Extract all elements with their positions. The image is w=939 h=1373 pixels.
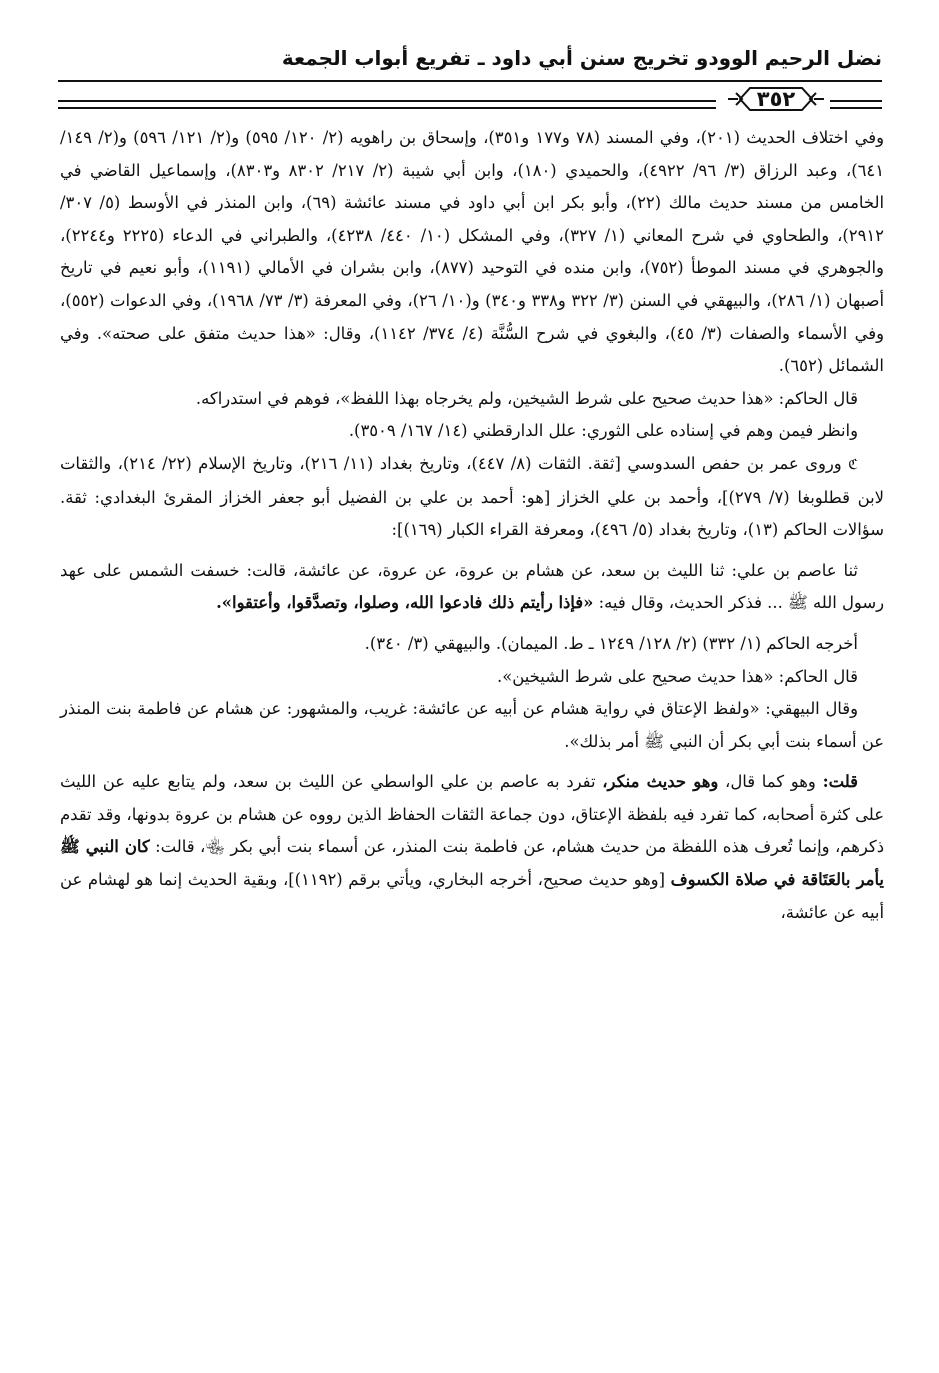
- verdict-text-b: تفرد به عاصم بن علي الواسطي عن الليث بن سعد، ولم يتابع عليه عن الليث على كثرة أصحابه، كما تفرد فيه بلفظة الإعتاق، دون جماعة الثقات الحفاظ الذين رووه عن هشام بن عروة بدونها، وقد تقدم ذكرهم، وإنما تُعرف هذه اللفظة من حديث هشام، عن فاطمة بنت المنذر، عن أسماء بنت أبي بكر ﵄، قالت:: [60, 772, 884, 857]
- page-body: [60, 122, 884, 929]
- running-header: [58, 40, 882, 112]
- paragraph-gap: [60, 620, 884, 628]
- verdict-lead: قلت:: [822, 772, 858, 792]
- page-number: ٣٥٢: [756, 87, 796, 111]
- hadith-chain: ثنا عاصم بن علي: ثنا الليث بن سعد، عن هشام بن عروة، عن عروة، عن عائشة، قالت: خسفت الشمس على عهد رسول الله ﷺ ... فذكر الحديث، وقال فيه:: [60, 560, 884, 613]
- verdict-ruling: وهو حديث منكر،: [602, 772, 719, 792]
- running-title: نضل الرحيم الوودو تخريج سنن أبي داود ـ تفريع أبواب الجمعة: [281, 46, 882, 70]
- header-double-rule-left: [58, 100, 716, 109]
- paragraph-hakim-comment: قال الحاكم: «هذا حديث صحيح على شرط الشيخين، ولم يخرجاه بهذا اللفظ»، فوهم في استدراكه.: [195, 388, 858, 408]
- paragraph-gap: [60, 758, 884, 766]
- paragraph-hadith-text: [60, 555, 884, 620]
- paragraph-author-verdict: [60, 766, 884, 929]
- header-rule: [58, 80, 882, 82]
- section-marker: ℭ: [848, 456, 859, 473]
- verdict-text-a: وهو كما قال،: [718, 772, 823, 792]
- paragraph-hakim-grading: قال الحاكم: «هذا حديث صحيح على شرط الشيخين».: [497, 666, 858, 686]
- page-number-frame: [726, 84, 826, 114]
- paragraph-bayhaqi-comment: وقال البيهقي: «ولفظ الإعتاق في رواية هشام عن أبيه عن عائشة: غريب، والمشهور: عن هشام عن فاطمة بنت المنذر عن أسماء بنت أبي بكر أن النبي ﷺ أمر بذلك».: [60, 699, 884, 751]
- paragraph-citations: وفي اختلاف الحديث (٢٠١)، وفي المسند (٧٨ و١٧٧ و٣٥١)، وإسحاق بن راهويه (٢/ ١٢٠/ ٥٩٥) و(٢/ ١٢١/ ٥٩٦) و(٢/ ١٤٩/ ٦٤١)، وعبد الرزاق (٣/ ٩٦/ ٤٩٢٢)، والحميدي (١٨٠)، وابن أبي شيبة (٢/ ٢١٧/ ٨٣٠٢ و٨٣٠٣)، وإسماعيل القاضي في الخامس من مسند حديث مالك (٢٢)، وأبو بكر ابن أبي داود في مسند عائشة (٦٩)، وابن المنذر في الأوسط (٥/ ٣٠٧/ ٢٩١٢)، والطحاوي في شرح المعاني (١/ ٣٢٧)، وفي المشكل (١٠/ ٤٤٠/ ٤٢٣٨)، والطبراني في الدعاء (٢٢٢٥ و٢٢٤٤)، والجوهري في مسند الموطأ (٧٥٢)، وابن منده في التوحيد (٨٧٧)، وابن بشران في الأمالي (١١٩١)، وأبو نعيم في تاريخ أصبهان (١/ ٢٨٦)، والبيهقي في السنن (٣/ ٣٢٢ و٣٣٨ و٣٤٠) و(١٠/ ٢٦)، وفي المعرفة (٣/ ٧٣/ ١٩٦٨)، وفي الدعوات (٥٥٢)، وفي الأسماء والصفات (٣/ ٤٥)، والبغوي في شرح السُّنَّة (٤/ ٣٧٤/ ١١٤٢)، وقال: «هذا حديث متفق على صحته». وفي الشمائل (٦٥٢).: [60, 128, 885, 376]
- verdict-quoted-hadith: كان النبي ﷺ يأمر بالعَتَاقة في صلاة الكسوف: [60, 837, 884, 890]
- hadith-matn: «فإذا رأيتم ذلك فادعوا الله، وصلوا، وتصدَّقوا، وأعتقوا».: [216, 593, 594, 613]
- paragraph-see-also: وانظر فيمن وهم في إسناده على الثوري: علل الدارقطني (١٤/ ١٦٧/ ٣٥٠٩).: [348, 421, 858, 441]
- narrators-text: وروى عمر بن حفص السدوسي [ثقة. الثقات (٨/ ٤٤٧)، وتاريخ بغداد (١١/ ٢١٦)، وتاريخ الإسلام (٢٢/ ٢١٤)، والثقات لابن قطلوبغا (٧/ ٢٧٩)]، وأحمد بن علي الخزاز [هو: أحمد بن علي بن الفضيل أبو جعفر الخزاز المقرئ البغدادي: ثقة. سؤالات الحاكم (١٣)، وتاريخ بغداد (٥/ ٤٩٦)، ومعرفة القراء الكبار (١٦٩)]:: [60, 453, 885, 540]
- paragraph-gap: [60, 547, 884, 555]
- verdict-text-c: [وهو حديث صحيح، أخرجه البخاري، ويأتي برقم (١١٩٢)]، وبقية الحديث إنما هو لهشام عن أبيه عن عائشة،: [60, 870, 884, 922]
- paragraph-takhrij: أخرجه الحاكم (١/ ٣٣٢) (٢/ ١٢٨/ ١٢٤٩ ـ ط. الميمان). والبيهقي (٣/ ٣٤٠).: [364, 633, 858, 653]
- paragraph-narrators: [60, 448, 884, 547]
- header-double-rule-right: [830, 100, 882, 109]
